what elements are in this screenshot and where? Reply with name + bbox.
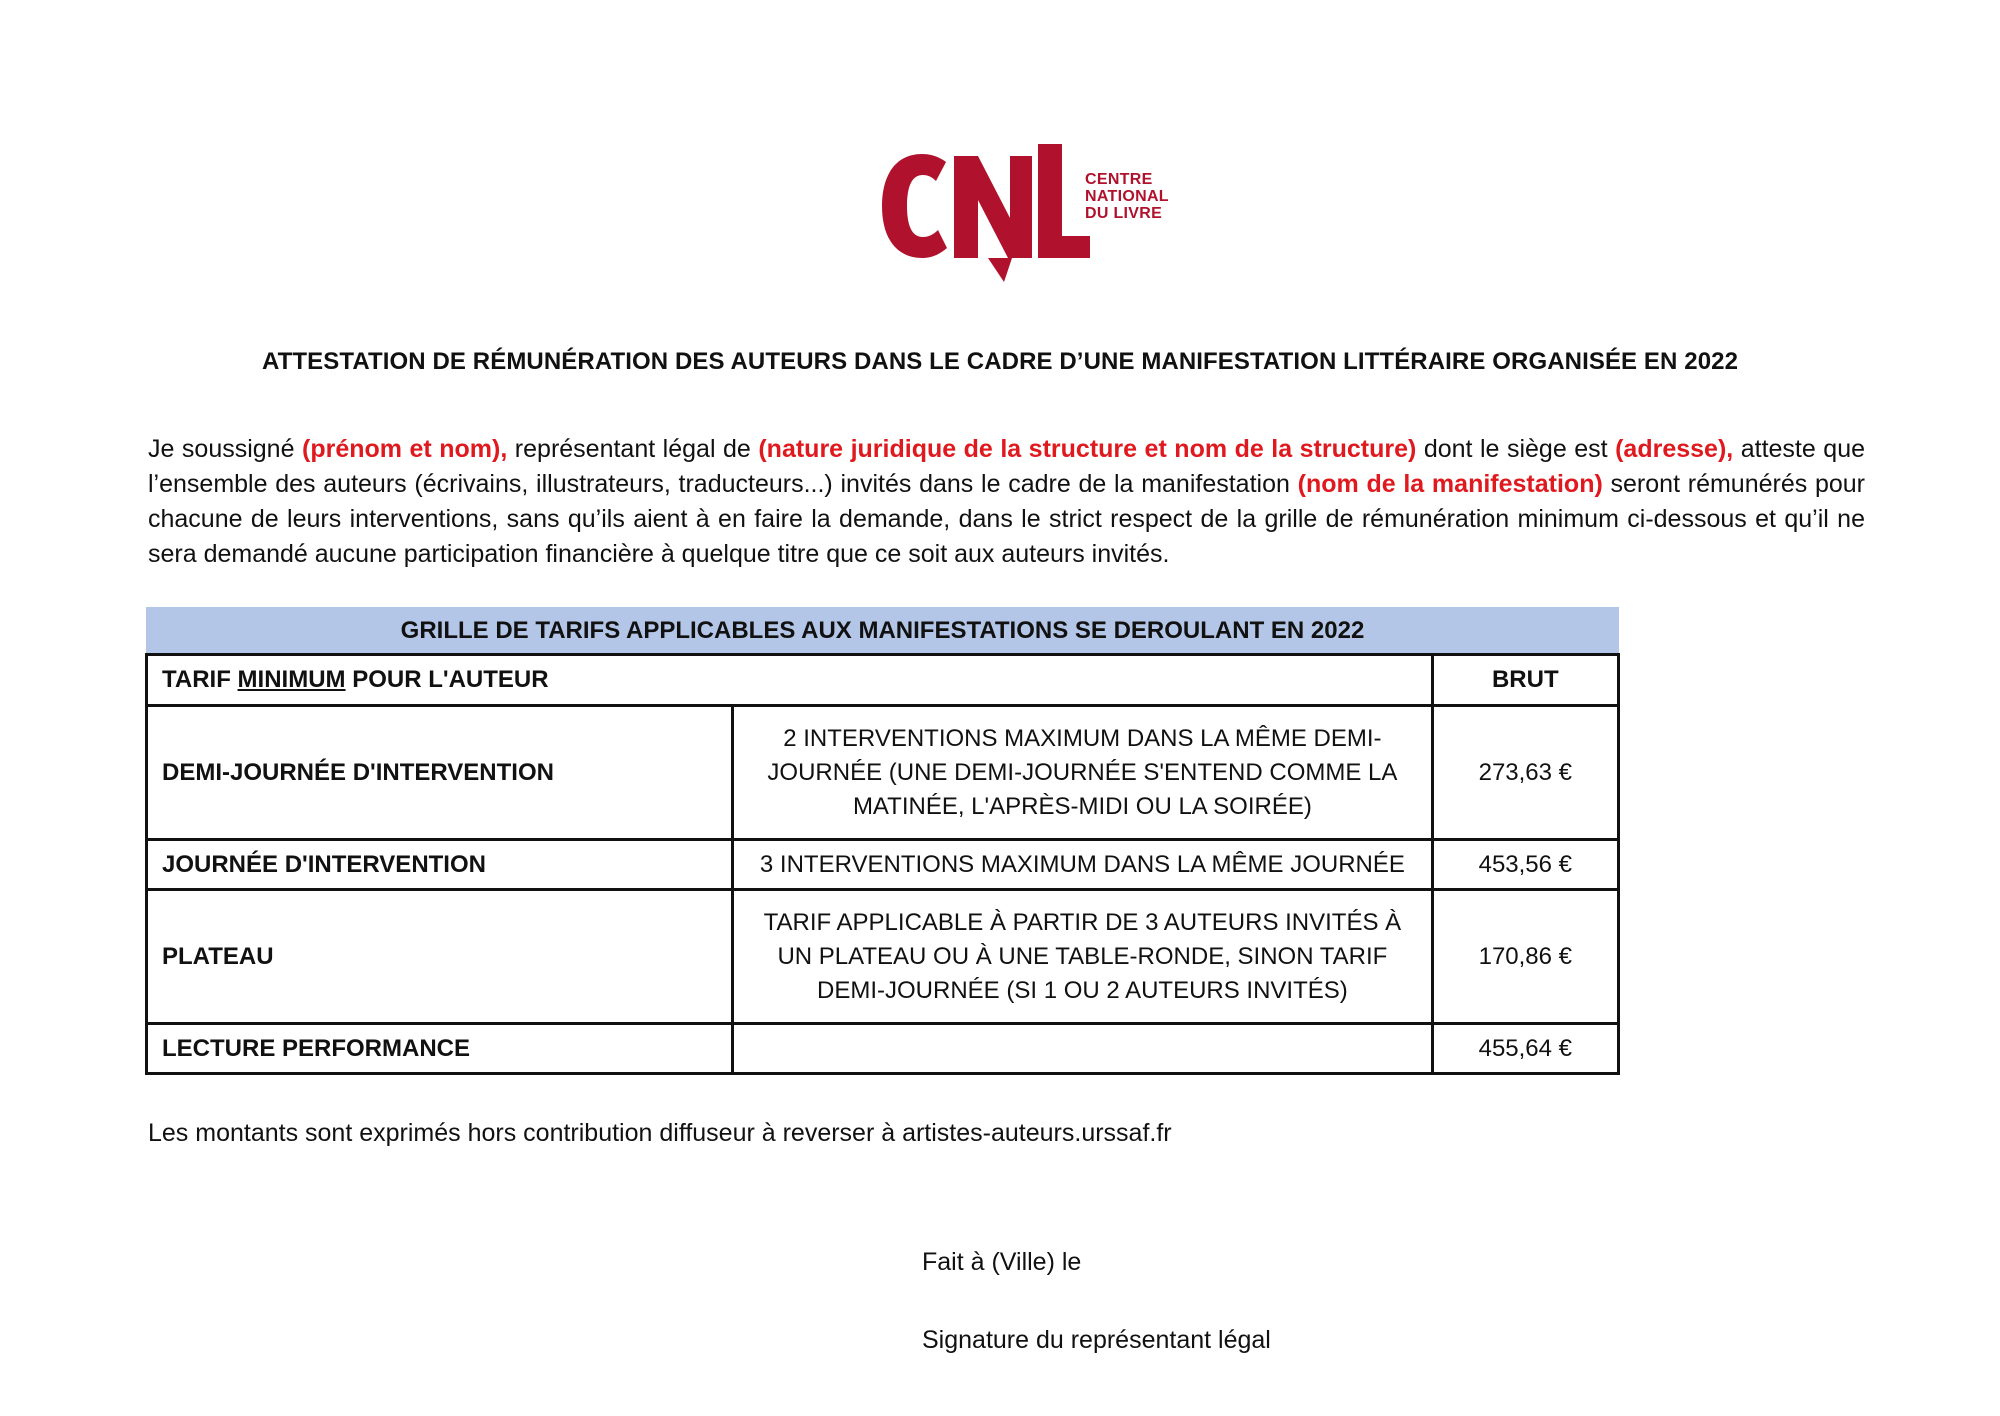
table-row <box>147 890 1619 1024</box>
intro-text-1: Je soussigné <box>148 435 302 463</box>
row-description <box>733 1024 1432 1074</box>
placeholder-structure: (nature juridique de la structure et nom de la structure) <box>758 435 1417 463</box>
intro-text-3: dont le siège est <box>1416 435 1616 463</box>
rate-table <box>145 653 1620 1075</box>
row-label: PLATEAU <box>147 890 733 1024</box>
intro-text-2: représentant légal de <box>507 435 759 463</box>
row-description: 3 INTERVENTIONS MAXIMUM DANS LA MÊME JOURNÉE <box>733 840 1432 890</box>
document-title: ATTESTATION DE RÉMUNÉRATION DES AUTEURS DANS LE CADRE D’UNE MANIFESTATION LITTÉRAIRE ORGANISÉE EN 2022 <box>261 348 1739 375</box>
rate-table-header-row <box>147 655 1619 706</box>
header-label-cell <box>147 655 1433 706</box>
row-label: LECTURE PERFORMANCE <box>147 1024 733 1074</box>
placeholder-name: (prénom et nom), <box>302 435 508 463</box>
intro-text-4: atteste que l’ensemble des auteurs (écrivains, illustrateurs, traducteurs...) invités dans le cadre de la manifestation <box>148 435 1865 498</box>
row-label: JOURNÉE D'INTERVENTION <box>147 840 733 890</box>
row-price: 273,63 € <box>1432 706 1618 840</box>
signature-line: Signature du représentant légal <box>922 1326 1271 1354</box>
logo-line-2: NATIONAL <box>1085 188 1169 205</box>
row-price: 170,86 € <box>1432 890 1618 1024</box>
amounts-note: Les montants sont exprimés hors contribution diffuseur à reverser à artistes-auteurs.urssaf.fr <box>148 1119 1172 1147</box>
attestation-paragraph <box>148 432 1865 572</box>
intro-text-5: seront rémunérés pour chacune de leurs interventions, sans qu’ils aient à en faire la demande, dans le strict respect de la grille de rémunération minimum ci-dessous et qu’il ne sera demandé aucune participation financière à quelque titre que ce soit aux auteurs invités. <box>148 470 1865 568</box>
cnl-logo-mark <box>880 144 1090 284</box>
header-label-post: POUR L'AUTEUR <box>345 666 549 693</box>
row-description: TARIF APPLICABLE À PARTIR DE 3 AUTEURS INVITÉS À UN PLATEAU OU À UNE TABLE-RONDE, SINON TARIF DEMI-JOURNÉE (SI 1 OU 2 AUTEURS INVITÉS) <box>733 890 1432 1024</box>
placeholder-address: (adresse), <box>1615 435 1734 463</box>
table-row <box>147 840 1619 890</box>
placeholder-event-name: (nom de la manifestation) <box>1297 470 1603 498</box>
table-row <box>147 706 1619 840</box>
logo-line-1: CENTRE <box>1085 171 1153 188</box>
cnl-logo <box>880 144 1180 294</box>
place-and-date-line: Fait à (Ville) le <box>922 1248 1082 1276</box>
rate-grid-banner: GRILLE DE TARIFS APPLICABLES AUX MANIFESTATIONS SE DEROULANT EN 2022 <box>146 607 1619 654</box>
header-price-cell: BRUT <box>1432 655 1618 706</box>
row-description: 2 INTERVENTIONS MAXIMUM DANS LA MÊME DEMI-JOURNÉE (UNE DEMI-JOURNÉE S'ENTEND COMME LA MATINÉE, L'APRÈS-MIDI OU LA SOIRÉE) <box>733 706 1432 840</box>
header-label-emphasis: MINIMUM <box>237 666 346 693</box>
row-price: 453,56 € <box>1432 840 1618 890</box>
row-price: 455,64 € <box>1432 1024 1618 1074</box>
logo-wordmark <box>1085 171 1169 222</box>
header-label-pre: TARIF <box>162 666 238 693</box>
logo-line-3: DU LIVRE <box>1085 205 1163 222</box>
table-row <box>147 1024 1619 1074</box>
row-label: DEMI-JOURNÉE D'INTERVENTION <box>147 706 733 840</box>
